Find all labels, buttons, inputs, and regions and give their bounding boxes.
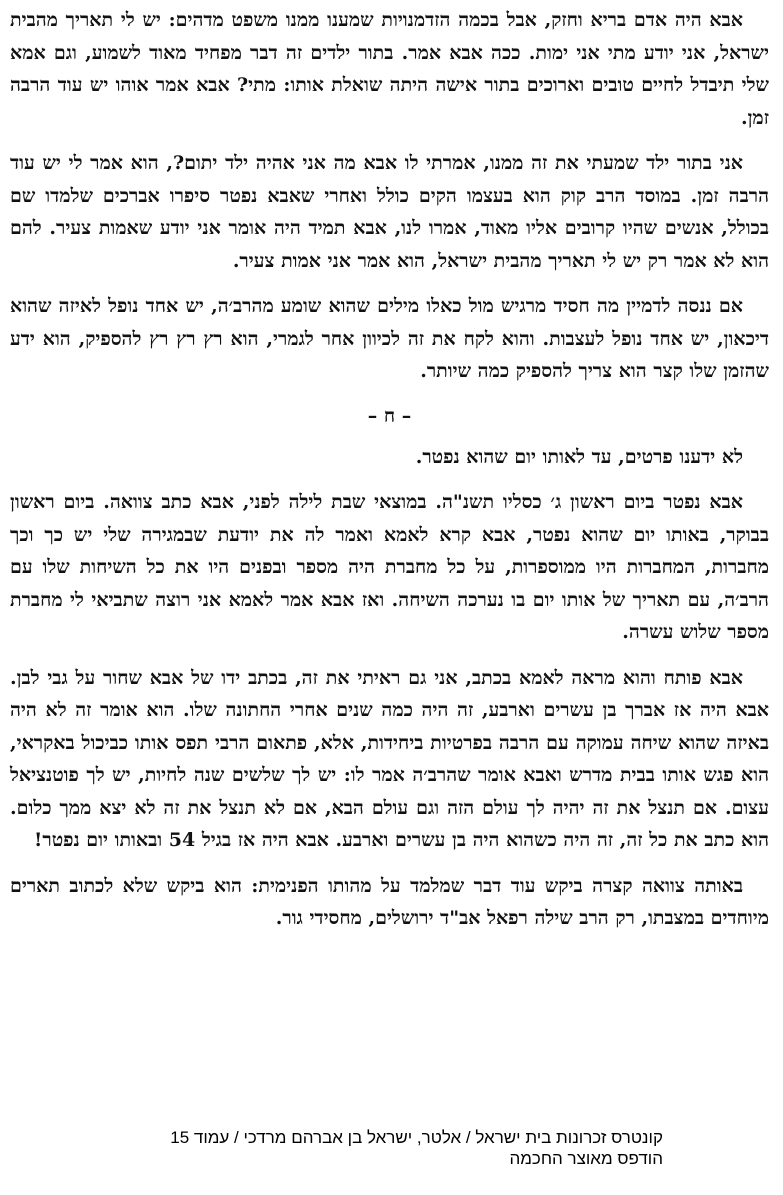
footer-citation: קונטרס זכרונות בית ישראל / אלטר, ישראל בן אברהם מרדכי / עמוד 15 bbox=[170, 1128, 663, 1147]
paragraph: אני בתור ילד שמעתי את זה ממנו, אמרתי לו אבא מה אני אהיה ילד יתום?, הוא אמר לי יש עוד הרבה זמן. במוסד הרב קוק הוא בעצמו הקים כולל ואחרי שאבא נפטר סיפרו אברכים שלמדו שם בכולל, אנשים שהיו קרובים אליו מאוד, אמרו לנו, אבא תמיד היה אומר אני יודע שאמות צעיר. להם הוא לא אמר רק יש לי תאריך מהבית ישראל, הוא אמר אני אמות צעיר. bbox=[10, 152, 769, 272]
paragraph: אבא נפטר ביום ראשון ג׳ כסליו תשנ"ה. במוצאי שבת לילה לפני, אבא כתב צוואה. ביום ראשון בבוקר, באותו יום שהוא נפטר, אבא קרא לאמא ואמר לה את יודעת שבמגירה שלי יש כך וכך מחברות, המחברות היו ממוספרות, על כל מחברת היה מספר ובפנים היו את כל השיחות שלו עם הרב׳ה, עם תאריך של אותו יום בו נערכה השיחה. ואז אבא אמר לאמא אני רוצה שתביאי לי מחברת מספר שלוש עשרה. bbox=[10, 491, 769, 643]
footer-printed-from: הודפס מאוצר החכמה bbox=[509, 1149, 663, 1168]
paragraph: באותה צוואה קצרה ביקש עוד דבר שמלמד על מהותו הפנימית: הוא ביקש שלא לכתוב תארים מיוחדים במצבתו, רק הרב שילה רפאל אב"ד ירושלים, מחסידי גור. bbox=[10, 874, 769, 929]
section-separator: – ח – bbox=[367, 404, 412, 427]
page-footer bbox=[0, 1127, 783, 1169]
paragraph: אבא היה אדם בריא וחזק, אבל בכמה הזדמנויות שמענו ממנו משפט מדהים: יש לי תאריך מהבית ישראל, אני יודע מתי אני ימות. ככה אבא אמר. בתור ילדים זה דבר מפחיד מאוד לשמוע, וגם אמא שלי תיבדל לחיים טובים וארוכים בתור אישה היתה שואלת אותו: מתי? אבא אמר אוהו יש עוד הרבה זמן. bbox=[10, 9, 769, 129]
short-paragraph: לא ידענו פרטים, עד לאותו יום שהוא נפטר. bbox=[415, 445, 743, 468]
paragraph: אם ננסה לדמיין מה חסיד מרגיש מול כאלו מילים שהוא שומע מהרב׳ה, יש אחד נופל לאיזה שהוא דיכאון, יש אחד נופל לעצבות. והוא לקח את זה לכיוון אחר לגמרי, הוא רץ רץ רץ להספיק, הוא ידע שהזמן שלו קצר הוא צריך להספיק כמה שיותר. bbox=[10, 295, 769, 382]
paragraph: אבא פותח והוא מראה לאמא בכתב, אני גם ראיתי את זה, בכתב ידו של אבא שחור על גבי לבן. אבא היה אז אברך בן עשרים וארבע, זה היה כמה שנים אחרי החתונה שלו. הוא אומר זה לא היה באיזה שהוא שיחה עמוקה עם הרבה בפרטיות ביחידות, אלא, פתאום הרבי תפס אותו כביכול באקראי, הוא פגש אותו בבית מדרש ואבא אומר שהרב׳ה אמר לו: יש לך שלשים שנה לחיות, יש לך פוטנציאל עצום. אם תנצל את זה יהיה לך עולם הזה וגם עולם הבא, אם לא תנצל את זה לא יצא ממך כלום. הוא כתב את כל זה, זה היה כשהוא היה בן עשרים וארבע. אבא היה אז בגיל 54 ובאותו יום נפטר! bbox=[10, 666, 769, 851]
